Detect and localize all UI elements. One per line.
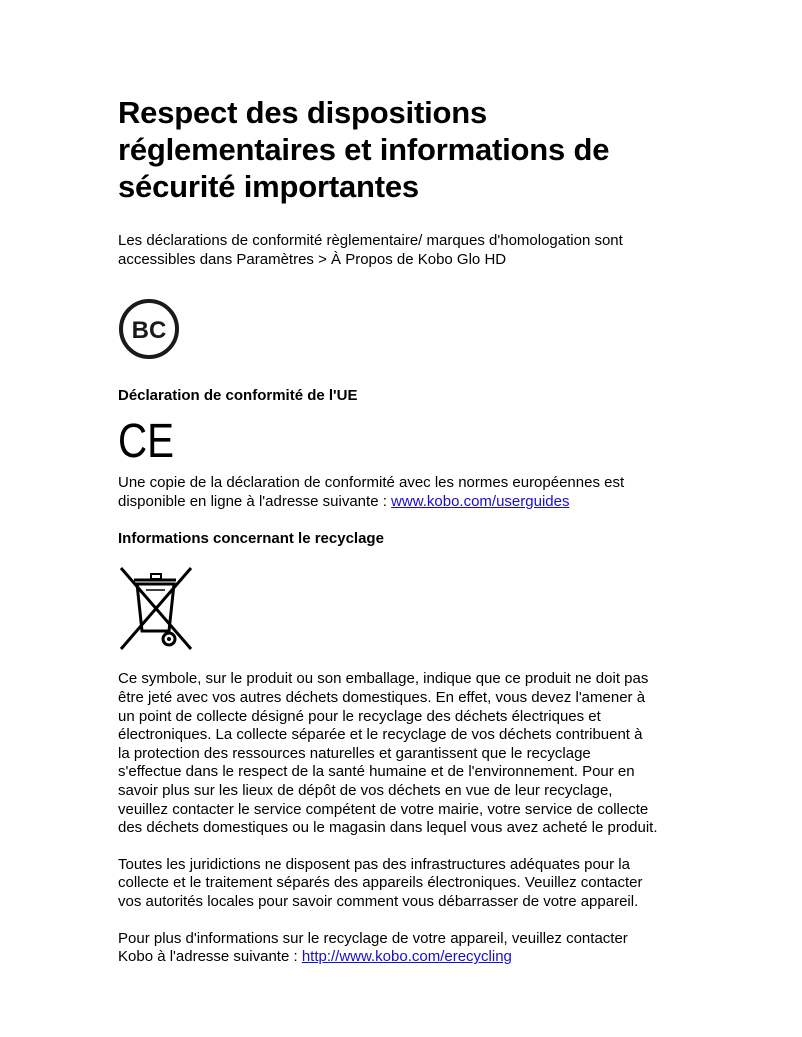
recycling-line-9: des déchets domestiques ou le magasin dans lequel vous avez acheté le produit. [118, 819, 658, 837]
ce-paragraph [118, 474, 698, 511]
ce-logo-text: CE [118, 415, 174, 469]
intro-line-1: Les déclarations de conformité règlementaire/ marques d'homologation sont [118, 232, 623, 249]
ce-line-1: Une copie de la déclaration de conformité avec les normes européennes est [118, 474, 625, 492]
bc-logo-text: BC [131, 317, 167, 345]
recycling-paragraph [118, 670, 698, 837]
contact-line-2-prefix: Kobo à l'adresse suivante : [118, 948, 302, 966]
intro-line-2: accessibles dans Paramètres > À Propos de Kobo Glo HD [118, 250, 507, 268]
recycling-line-7: savoir plus sur les lieux de dépôt de vos déchets en vue de leur recyclage, [118, 781, 613, 799]
ce-marking-icon [118, 415, 176, 469]
title-line-1: Respect des dispositions [118, 95, 488, 130]
ce-line-2-prefix: disponible en ligne à l'adresse suivante : [118, 492, 392, 510]
jurisdiction-line-2: collecte et le traitement séparés des appareils électroniques. Veuillez contacter [118, 874, 643, 892]
title-line-3: sécurité importantes [118, 169, 419, 204]
erecycling-link[interactable]: http://www.kobo.com/erecycling [301, 948, 512, 966]
recycling-line-3: un point de collecte désigné pour le recyclage des déchets électriques et [118, 707, 601, 725]
jurisdiction-paragraph [118, 856, 698, 912]
contact-line-1: Pour plus d'informations sur le recyclage de votre appareil, veuillez contacter [118, 929, 628, 947]
intro-paragraph [118, 232, 698, 269]
bc-certification-icon [118, 298, 180, 360]
userguides-link[interactable]: www.kobo.com/userguides [391, 492, 570, 510]
recycling-line-4: électroniques. La collecte séparée et le recyclage de vos déchets contribuent à [118, 726, 643, 744]
contact-paragraph [118, 930, 698, 967]
jurisdiction-line-3: vos autorités locales pour savoir comment vous débarrasser de votre appareil. [118, 892, 639, 910]
recycling-line-5: la protection des ressources naturelles et garantissent que le recyclage [118, 744, 591, 762]
recycling-line-2: être jeté avec vos autres déchets domestiques. En effet, vous devez l'amener à [118, 688, 646, 706]
eu-conformity-heading: Déclaration de conformité de l'UE [118, 387, 358, 405]
crossed-out-wheelie-bin-icon [118, 565, 194, 651]
jurisdiction-line-1: Toutes les juridictions ne disposent pas des infrastructures adéquates pour la [118, 855, 630, 873]
page-title [118, 94, 698, 205]
regulatory-document [118, 94, 698, 967]
recycling-line-8: veuillez contacter le service compétent de votre mairie, votre service de collecte [118, 800, 649, 818]
recycling-heading: Informations concernant le recyclage [118, 530, 384, 548]
title-line-2: réglementaires et informations de [118, 132, 610, 167]
recycling-line-1: Ce symbole, sur le produit ou son emballage, indique que ce produit ne doit pas [118, 670, 649, 688]
recycling-line-6: s'effectue dans le respect de la santé humaine et de l'environnement. Pour en [118, 763, 635, 781]
